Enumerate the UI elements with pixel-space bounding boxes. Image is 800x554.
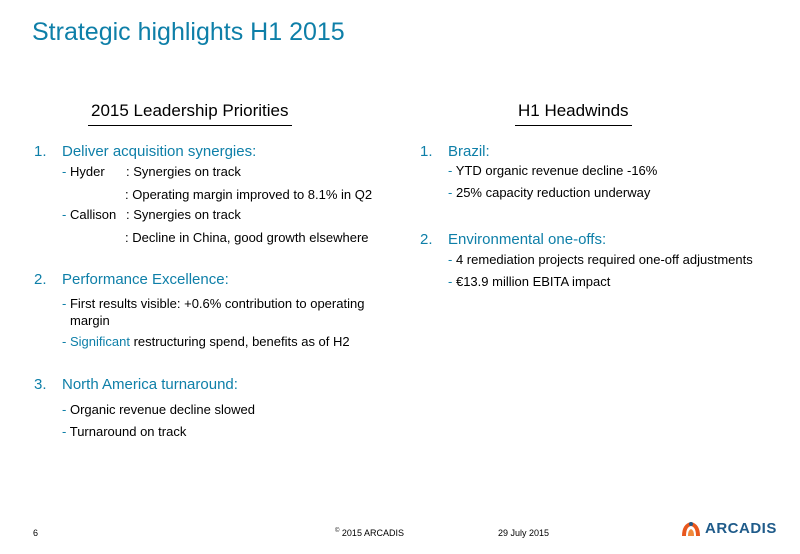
copyright-text: 2015 ARCADIS bbox=[339, 528, 404, 538]
arcadis-logo bbox=[680, 518, 777, 538]
page-number: 6 bbox=[33, 528, 39, 538]
callison-label: Callison bbox=[69, 207, 117, 222]
north-america-line-1-text: Organic revenue decline slowed bbox=[69, 402, 255, 417]
footer-date: 29 July 2015 bbox=[498, 528, 550, 538]
bullet-dash: - bbox=[62, 207, 67, 222]
brazil-line-1-text: YTD organic revenue decline -16% bbox=[455, 163, 658, 178]
right-item-1-number: 1. bbox=[420, 143, 433, 160]
hyder-label: Hyder bbox=[69, 164, 105, 179]
right-item-1-title: Brazil: bbox=[448, 143, 490, 160]
left-item-2-number: 2. bbox=[34, 271, 47, 288]
slide-title: Strategic highlights H1 2015 bbox=[32, 18, 345, 46]
bullet-dash: - bbox=[62, 164, 67, 179]
bullet-dash: - bbox=[62, 402, 67, 417]
performance-line-1-text: First results visible: +0.6% contribution to operating bbox=[69, 296, 365, 311]
performance-line-1 bbox=[62, 296, 364, 312]
bullet-dash: - bbox=[448, 274, 453, 289]
bullet-dash: - bbox=[62, 334, 67, 349]
hyder-line-1 bbox=[62, 164, 241, 180]
bullet-dash: - bbox=[62, 424, 67, 439]
callison-line-1 bbox=[62, 207, 241, 223]
copyright-symbol: © bbox=[335, 528, 340, 534]
brazil-line-2-text: 25% capacity reduction underway bbox=[455, 185, 651, 200]
environmental-line-2 bbox=[448, 274, 610, 290]
left-item-3-title: North America turnaround: bbox=[62, 376, 238, 393]
performance-line-2-rest: restructuring spend, benefits as of H2 bbox=[129, 334, 350, 349]
arcadis-logo-icon bbox=[680, 518, 702, 538]
environmental-line-1-text: 4 remediation projects required one-off adjustments bbox=[455, 252, 753, 267]
right-item-2 bbox=[420, 231, 606, 249]
performance-line-2-prefix: Significant bbox=[69, 334, 130, 349]
left-column-heading: 2015 Leadership Priorities bbox=[88, 101, 292, 126]
right-item-1 bbox=[420, 143, 490, 161]
north-america-line-2-text: Turnaround on track bbox=[69, 424, 187, 439]
environmental-line-1 bbox=[448, 252, 753, 268]
bullet-dash: - bbox=[448, 163, 453, 178]
bullet-dash: - bbox=[62, 296, 67, 311]
right-column-heading: H1 Headwinds bbox=[515, 101, 632, 126]
left-item-3 bbox=[34, 376, 238, 394]
left-item-2 bbox=[34, 271, 229, 289]
brazil-line-2 bbox=[448, 185, 650, 201]
right-item-2-title: Environmental one-offs: bbox=[448, 231, 607, 248]
arcadis-logo-text: ARCADIS bbox=[705, 519, 777, 537]
performance-line-2 bbox=[62, 334, 350, 350]
bullet-dash: - bbox=[448, 185, 453, 200]
brazil-line-1 bbox=[448, 163, 657, 179]
bullet-dash: - bbox=[448, 252, 453, 267]
callison-line-2: : Decline in China, good growth elsewhere bbox=[125, 230, 369, 245]
copyright bbox=[335, 528, 404, 538]
left-item-1 bbox=[34, 143, 256, 161]
hyder-synergies: : Synergies on track bbox=[125, 164, 241, 179]
callison-synergies: : Synergies on track bbox=[125, 207, 241, 222]
hyder-line-2: : Operating margin improved to 8.1% in Q2 bbox=[125, 187, 373, 202]
left-item-3-number: 3. bbox=[34, 376, 47, 393]
north-america-line-1 bbox=[62, 402, 255, 418]
north-america-line-2 bbox=[62, 424, 186, 440]
performance-line-1-cont: margin bbox=[70, 313, 110, 328]
left-item-1-number: 1. bbox=[34, 143, 47, 160]
environmental-line-2-text: €13.9 million EBITA impact bbox=[455, 274, 611, 289]
left-item-2-title: Performance Excellence: bbox=[62, 271, 229, 288]
right-item-2-number: 2. bbox=[420, 231, 433, 248]
left-item-1-title: Deliver acquisition synergies: bbox=[62, 143, 257, 160]
